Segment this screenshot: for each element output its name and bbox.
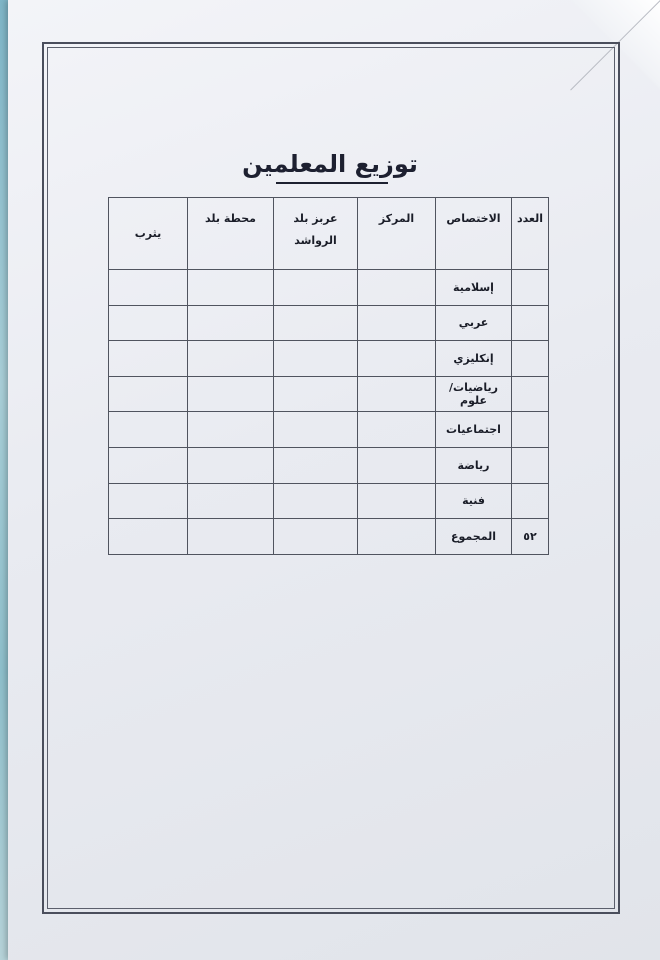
- cell-empty: [274, 305, 358, 341]
- header-specialization: الاختصاص: [436, 198, 512, 270]
- table-row: [109, 270, 549, 306]
- header-location-mahatta: محطة بلد: [188, 198, 274, 270]
- cell-empty: [358, 447, 436, 483]
- cell-empty: [358, 376, 436, 412]
- header-location-yathrib: يثرب: [109, 198, 188, 270]
- cell-empty: [109, 447, 188, 483]
- cell-count: [512, 341, 549, 377]
- cell-empty: [188, 341, 274, 377]
- cell-empty: [188, 483, 274, 519]
- cell-empty: [274, 447, 358, 483]
- cell-empty: [109, 376, 188, 412]
- cell-empty: [109, 519, 188, 555]
- cell-empty: [109, 412, 188, 448]
- header-location-rawashid: عربز بلد الرواشد: [274, 198, 358, 270]
- table-row: [109, 447, 549, 483]
- table-total-row: [109, 519, 549, 555]
- cell-empty: [274, 519, 358, 555]
- cell-empty: [274, 376, 358, 412]
- teacher-distribution-table: [108, 197, 549, 555]
- cell-empty: [109, 483, 188, 519]
- table-row: [109, 483, 549, 519]
- cell-subject: رياضيات/علوم: [436, 376, 512, 412]
- cell-empty: [358, 519, 436, 555]
- cell-empty: [188, 412, 274, 448]
- cell-subject: اجتماعيات: [436, 412, 512, 448]
- cell-empty: [109, 305, 188, 341]
- cell-subject: عربي: [436, 305, 512, 341]
- table-row: [109, 305, 549, 341]
- cell-subject: رياضة: [436, 447, 512, 483]
- cell-subject: إنكليزي: [436, 341, 512, 377]
- cell-empty: [188, 270, 274, 306]
- cell-count: [512, 412, 549, 448]
- cell-empty: [358, 305, 436, 341]
- cell-empty: [188, 519, 274, 555]
- table-header-row: [109, 198, 549, 270]
- table-row: [109, 412, 549, 448]
- cell-empty: [358, 270, 436, 306]
- table-row: [109, 341, 549, 377]
- cell-empty: [188, 305, 274, 341]
- header-count: العدد: [512, 198, 549, 270]
- cell-empty: [188, 376, 274, 412]
- cell-empty: [188, 447, 274, 483]
- cell-count: [512, 305, 549, 341]
- table-row: [109, 376, 549, 412]
- cell-empty: [109, 270, 188, 306]
- cell-empty: [358, 412, 436, 448]
- cell-total-count: ٥٢: [512, 519, 549, 555]
- header-center: المركز: [358, 198, 436, 270]
- cell-empty: [274, 270, 358, 306]
- cell-empty: [358, 341, 436, 377]
- cell-empty: [274, 341, 358, 377]
- cell-count: [512, 483, 549, 519]
- cell-count: [512, 270, 549, 306]
- document-title: توزيع المعلمين: [242, 150, 418, 178]
- cell-empty: [109, 341, 188, 377]
- cell-empty: [274, 483, 358, 519]
- cell-subject: فنية: [436, 483, 512, 519]
- cell-empty: [274, 412, 358, 448]
- title-underline: [276, 182, 388, 184]
- cell-count: [512, 447, 549, 483]
- cell-empty: [358, 483, 436, 519]
- cell-count: [512, 376, 549, 412]
- cell-total-label: المجموع: [436, 519, 512, 555]
- cell-subject: إسلامية: [436, 270, 512, 306]
